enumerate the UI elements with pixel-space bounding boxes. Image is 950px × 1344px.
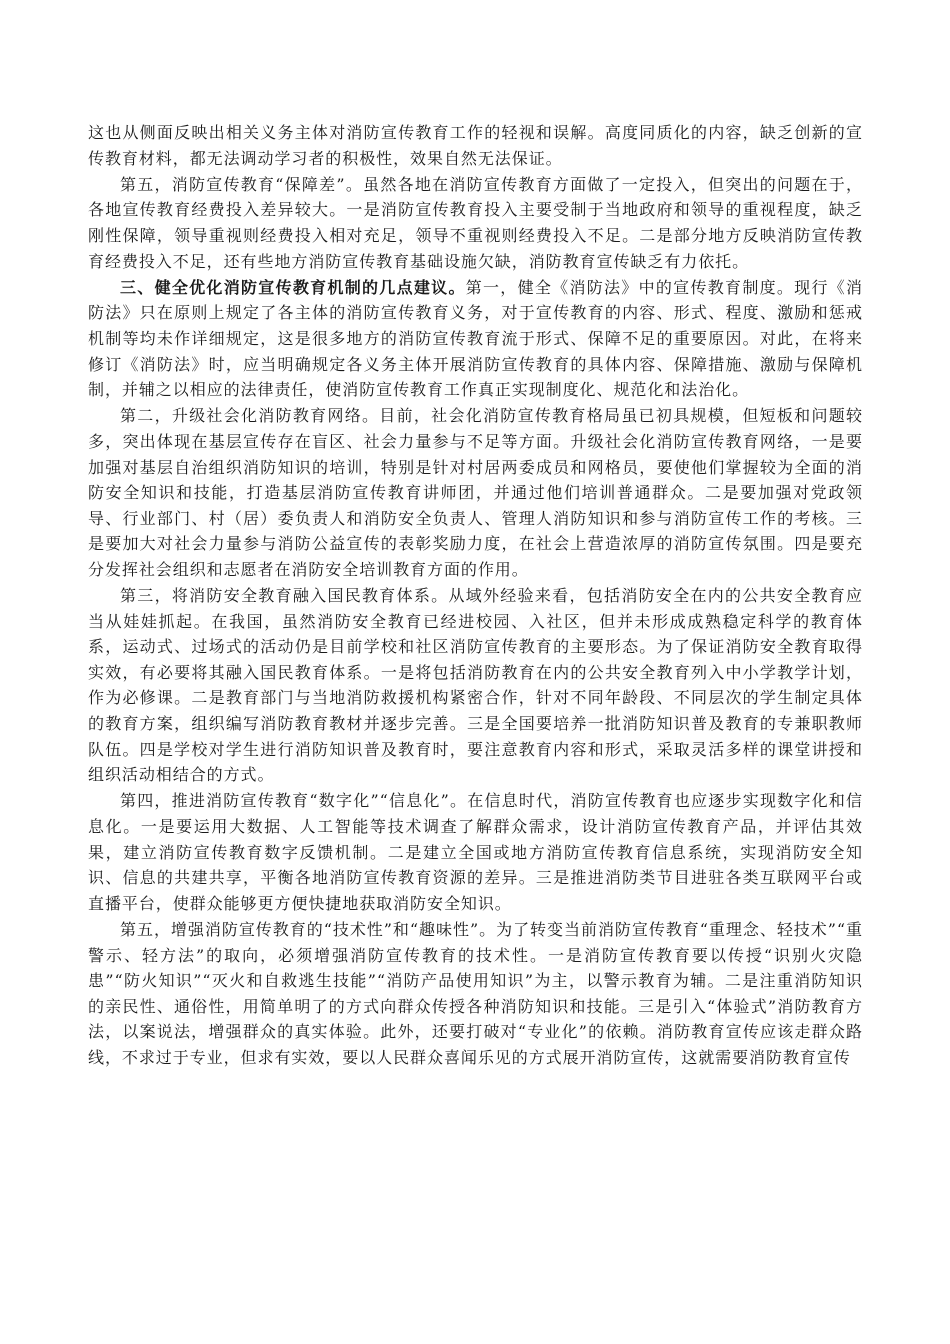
paragraph-section-three <box>88 275 863 403</box>
paragraph-fifth-problem <box>88 172 863 274</box>
paragraph-text: 第五，消防宣传教育“保障差”。虽然各地在消防宣传教育方面做了一定投入，但突出的问题在于，各地宣传教育经费投入差异较大。一是消防宣传教育投入主要受制于当地政府和领导的重视程度，缺乏刚性保障，领导重视则经费投入相对充足，领导不重视则经费投入不足。二是部分地方反映消防宣传教育经费投入不足，还有些地方消防宣传教育基础设施欠缺，消防教育宣传缺乏有力依托。 <box>88 174 863 271</box>
paragraph-text: 第二，升级社会化消防教育网络。目前，社会化消防宣传教育格局虽已初具规模，但短板和问题较多，突出体现在基层宣传存在盲区、社会力量参与不足等方面。升级社会化消防宣传教育网络，一是要加强对基层自治组织消防知识的培训，特别是针对村居两委成员和网格员，要使他们掌握较为全面的消防安全知识和技能，打造基层消防宣传教育讲师团，并通过他们培训普通群众。二是要加强对党政领导、行业部门、村（居）委负责人和消防安全负责人、管理人消防知识和参与消防宣传工作的考核。三是要加大对社会力量参与消防公益宣传的表彰奖励力度，在社会上营造浓厚的消防宣传氛围。四是要充分发挥社会组织和志愿者在消防安全培训教育方面的作用。 <box>88 406 863 579</box>
paragraph-text: 第一，健全《消防法》中的宣传教育制度。现行《消防法》只在原则上规定了各主体的消防宣传教育义务，对于宣传教育的内容、形式、程度、激励和惩戒机制等均未作详细规定，这是很多地方的消防宣传教育流于形式、保障不足的重要原因。对此，在将来修订《消防法》时，应当明确规定各义务主体开展消防宣传教育的具体内容、保障措施、激励与保障机制，并辅之以相应的法律责任，使消防宣传教育工作真正实现制度化、规范化和法治化。 <box>88 277 863 400</box>
document-page <box>88 120 863 1071</box>
paragraph-fourth-suggestion <box>88 788 863 916</box>
paragraph-third-suggestion <box>88 583 863 788</box>
paragraph-text: 第五，增强消防宣传教育的“技术性”和“趣味性”。为了转变当前消防宣传教育“重理念、轻技术”“重警示、轻方法”的取向，必须增强消防宣传教育的技术性。一是消防宣传教育要以传授“识别火灾隐患”“防火知识”“灭火和自救逃生技能”“消防产品使用知识”为主，以警示教育为辅。二是注重消防知识的亲民性、通俗性，用简单明了的方式向群众传授各种消防知识和技能。三是引入“体验式”消防教育方法，以案说法，增强群众的真实体验。此外，还要打破对“专业化”的依赖。消防教育宣传应该走群众路线，不求过于专业，但求有实效，要以人民群众喜闻乐见的方式展开消防宣传，这就需要消防教育宣传 <box>88 919 863 1067</box>
paragraph-continuation <box>88 120 863 171</box>
paragraph-text: 这也从侧面反映出相关义务主体对消防宣传教育工作的轻视和误解。高度同质化的内容，缺乏创新的宣传教育材料，都无法调动学习者的积极性，效果自然无法保证。 <box>88 123 863 168</box>
paragraph-second-suggestion <box>88 403 863 582</box>
paragraph-fifth-suggestion <box>88 917 863 1071</box>
paragraph-text: 第四，推进消防宣传教育“数字化”“信息化”。在信息时代，消防宣传教育也应逐步实现数字化和信息化。一是要运用大数据、人工智能等技术调查了解群众需求，设计消防宣传教育产品，并评估其效果，建立消防宣传教育数字反馈机制。二是建立全国或地方消防宣传教育信息系统，实现消防安全知识、信息的共建共享，平衡各地消防宣传教育资源的差异。三是推进消防类节目进驻各类互联网平台或直播平台，使群众能够更方便快捷地获取消防安全知识。 <box>88 791 863 913</box>
section-heading: 三、健全优化消防宣传教育机制的几点建议。 <box>120 277 466 297</box>
paragraph-text: 第三，将消防安全教育融入国民教育体系。从域外经验来看，包括消防安全在内的公共安全教育应当从娃娃抓起。在我国，虽然消防安全教育已经进校园、入社区，但并未形成成熟稳定科学的教育体系，运动式、过场式的活动仍是目前学校和社区消防宣传教育的主要形态。为了保证消防安全教育取得实效，有必要将其融入国民教育体系。一是将包括消防教育在内的公共安全教育列入中小学教学计划，作为必修课。二是教育部门与当地消防救援机构紧密合作，针对不同年龄段、不同层次的学生制定具体的教育方案，组织编写消防教育教材并逐步完善。三是全国要培养一批消防知识普及教育的专兼职教师队伍。四是学校对学生进行消防知识普及教育时，要注意教育内容和形式，采取灵活多样的课堂讲授和组织活动相结合的方式。 <box>88 586 863 785</box>
